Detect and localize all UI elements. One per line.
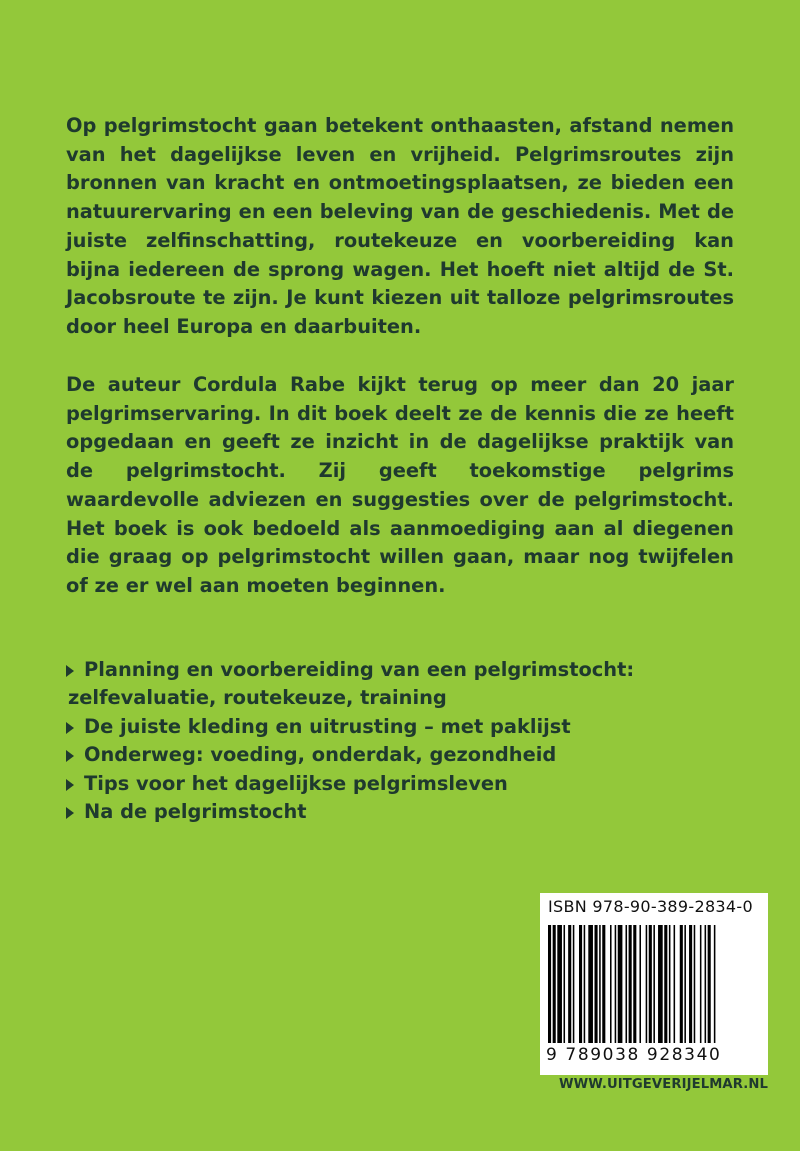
barcode-digits: 9 789038 928340 — [546, 1045, 722, 1065]
barcode-bar — [615, 925, 617, 1043]
list-item-text-continued: zelfevaluatie, routekeuze, training — [68, 686, 447, 710]
list-item-text: Onderweg: voeding, onderdak, gezondheid — [84, 743, 557, 767]
barcode-bar — [653, 925, 655, 1043]
barcode-bar — [629, 925, 632, 1043]
list-item-text: Tips voor het dagelijkse pelgrimsleven — [84, 771, 508, 795]
barcode-bar — [689, 925, 692, 1043]
barcode-bar — [553, 925, 556, 1043]
barcode-bar — [694, 925, 696, 1043]
barcode-bars — [548, 925, 760, 1043]
barcode-bar — [669, 925, 671, 1043]
barcode-bar — [705, 925, 707, 1043]
barcode-bar — [579, 925, 582, 1043]
barcode-panel — [540, 893, 768, 1075]
list-item — [64, 713, 744, 741]
list-item — [64, 656, 744, 713]
barcode-bar — [618, 925, 623, 1043]
list-item — [64, 770, 744, 798]
bullet-triangle-icon — [66, 722, 74, 734]
barcode-bar — [684, 925, 686, 1043]
barcode-bar — [646, 925, 648, 1043]
isbn-label: ISBN 978-90-389-2834-0 — [548, 897, 753, 916]
list-item — [64, 741, 744, 769]
contents-list — [64, 656, 744, 826]
barcode-bar — [649, 925, 652, 1043]
barcode-bar — [573, 925, 575, 1043]
barcode-bar — [548, 925, 551, 1043]
barcode-bar — [602, 925, 605, 1043]
barcode-bar — [568, 925, 571, 1043]
barcode-bar — [639, 925, 641, 1043]
barcode-bar — [664, 925, 667, 1043]
barcode-bar — [658, 925, 663, 1043]
intro-paragraph: Op pelgrimstocht gaan betekent onthaasten, afstand nemen van het dagelijkse leven en vrijheid. Pelgrimsroutes zijn bronnen van kracht en ontmoetingsplaatsen, ze bieden een natuurervaring en een beleving van de geschiedenis. Met de juiste zelfinschatting, routekeuze en voorbereiding kan bijna iedereen de sprong wagen. Het hoeft niet altijd de St. Jacobsroute te zijn. Je kunt kiezen uit talloze pelgrimsroutes door heel Europa en daarbuiten. — [66, 114, 734, 338]
barcode-bar — [633, 925, 636, 1043]
barcode-bar — [700, 925, 702, 1043]
barcode-bar — [674, 925, 676, 1043]
barcode-bar — [708, 925, 711, 1043]
list-item-text: Planning en voorbereiding van een pelgrimstocht: — [84, 658, 635, 681]
barcode-bar — [584, 925, 586, 1043]
publisher-website: WWW.UITGEVERIJELMAR.NL — [559, 1077, 768, 1092]
bullet-triangle-icon — [66, 750, 74, 762]
barcode-bar — [588, 925, 593, 1043]
author-paragraph: De auteur Cordula Rabe kijkt terug op meer dan 20 jaar pelgrimservaring. In dit boek deelt ze de kennis die ze heeft opgedaan en geeft ze inzicht in de dagelijkse praktijk van de pelgrimstocht. Zij geeft toekomstige pelgrims waardevolle adviezen en suggesties over de pelgrimstocht. Het boek is ook bedoeld als aanmoediging aan al diegenen die graag op pelgrimstocht willen gaan, maar nog twijfelen of ze er wel aan moeten beginnen. — [66, 373, 734, 597]
bullet-triangle-icon — [66, 665, 74, 677]
bullet-triangle-icon — [66, 779, 74, 791]
barcode-bar — [626, 925, 628, 1043]
barcode-bar — [599, 925, 601, 1043]
list-item-text: Na de pelgrimstocht — [84, 800, 307, 824]
barcode-bar — [610, 925, 612, 1043]
list-item-text: De juiste kleding en uitrusting – met paklijst — [84, 714, 571, 738]
bullet-triangle-icon — [66, 807, 74, 819]
barcode-bar — [595, 925, 598, 1043]
barcode-bar — [564, 925, 566, 1043]
barcode-bar — [557, 925, 562, 1043]
barcode-bar — [680, 925, 683, 1043]
barcode-bar — [714, 925, 716, 1043]
list-item — [64, 798, 744, 826]
